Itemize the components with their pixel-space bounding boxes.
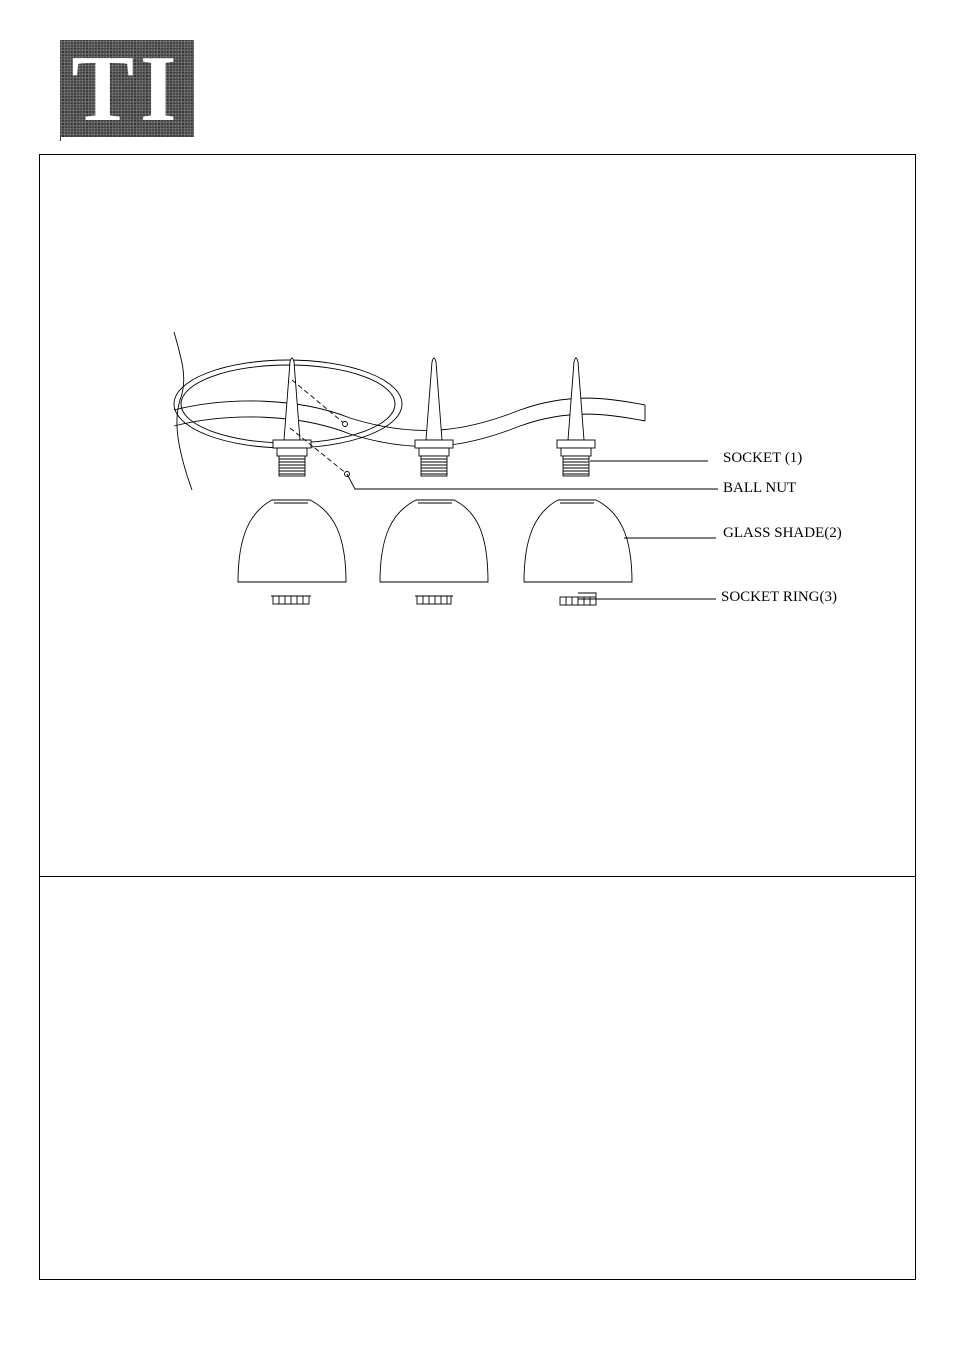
leader-ball-nut (347, 474, 718, 489)
glass-shade-3 (524, 500, 632, 582)
logo-text: TI (71, 40, 183, 137)
label-socket-ring: SOCKET RING(3) (721, 589, 837, 605)
ball-nut-dash-1 (292, 380, 345, 424)
socket-ring-2 (415, 596, 453, 604)
label-ball-nut: BALL NUT (723, 480, 797, 496)
label-socket: SOCKET (1) (723, 450, 803, 466)
socket-2 (415, 358, 453, 476)
glass-shade-2 (380, 500, 488, 582)
glass-shade-1 (238, 500, 346, 582)
label-glass-shade: GLASS SHADE(2) (723, 525, 842, 541)
socket-ring-1 (271, 596, 311, 604)
socket-1 (273, 358, 311, 476)
socket-3 (557, 358, 595, 476)
